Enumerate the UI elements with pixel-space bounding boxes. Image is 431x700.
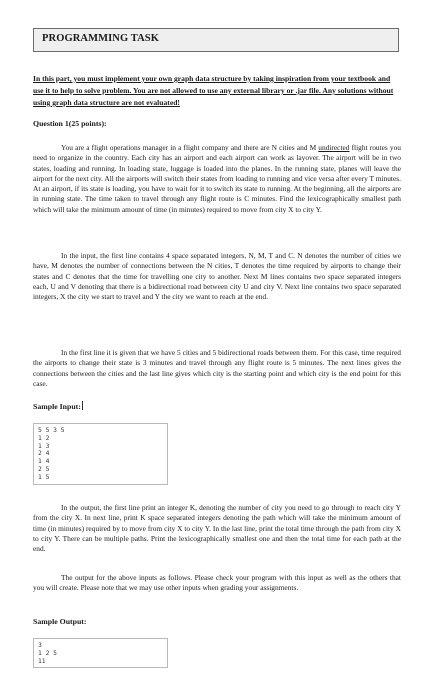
sample-output-line: 11 bbox=[38, 657, 46, 665]
sample-output-line: 1 2 5 bbox=[38, 649, 57, 657]
text-cursor bbox=[82, 401, 83, 410]
sample-output-label: Sample Output: bbox=[33, 617, 87, 626]
sample-output-line: 3 bbox=[38, 642, 42, 649]
sample-output-box bbox=[33, 638, 168, 668]
sample-input-line: 5 5 3 5 bbox=[38, 427, 65, 434]
question-heading: Question 1(25 points): bbox=[33, 119, 107, 128]
output-format-description: In the output, the first line print an integer K, denoting the number of city you need to go through to reach city Y from the city X. In next line, print K space separated integers denoting the path which will take the minimum amount of time (in minutes) required by to move from city X to city Y. In the last line, print the total time through the path from city X to city Y. There can be multiple paths. Print the lexicographically smallest one and then the total time for each path at the end. bbox=[33, 503, 401, 554]
page-title: PROGRAMMING TASK bbox=[33, 28, 399, 52]
input-format-description: In the input, the first line contains 4 space separated integers, N, M, T and C. N denotes the number of cities we have, M denotes the number of connections between the N cities, T denotes the time required by airports to change their states and C denotes that the time for travelling one city to another. Next M lines contains two space separated integers each, U and V denoting that there is a bidirectional road between city U and city V. Next line contains two space separated integers, X the city we start to travel and Y the city we want to reach at the end. bbox=[33, 251, 401, 302]
sample-input-line: 1 2 bbox=[38, 434, 50, 442]
intro-notice: In this part, you must implement your own graph data structure by taking inspiration from your textbook and use it to help to solve problem. You are not allowed to use any external library or .jar file. Any solutions without using graph data structure are not evaluated! bbox=[33, 74, 394, 107]
example-explanation: In the first line it is given that we have 5 cities and 5 bidirectional roads between them. For this case, time required the airports to change their state is 3 minutes and travel through any flight route is 5 minutes. The next lines gives the connections between the cities and the last line gives which city is the starting point and which city is the end point for this case. bbox=[33, 348, 401, 388]
sample-input-label: Sample Input: bbox=[33, 402, 81, 411]
problem-description-start: You are a flight operations manager in a flight company and there are N cities and M bbox=[61, 143, 319, 152]
sample-input-box bbox=[33, 423, 168, 485]
output-note: The output for the above inputs as follows. Please check your program with this input as well as the others that you will create. Please note that we may use other inputs when grading your assignments. bbox=[33, 573, 401, 593]
sample-input-line: 1 5 bbox=[38, 473, 50, 481]
problem-description-rest: flight routes you need to organize in the country. Each city has an airport and each airport can work as layover. The airport will be in two states, loading and running. In loading state, luggage is loaded into the planes. In the running state, planes will leave the airport for the next city. All the airports will switch their states from loading to running and vice versa after every T minutes. At an airport, if its state is loading, you have to wait for it to switch its state to running. At the beginning, all the airports are in running state. The time taken to travel through any flight route is C minutes. Find the lexicographically smallest path which will take the minimum amount of time (in minutes) required to move from city X to city Y. bbox=[33, 143, 401, 214]
sample-input-line: 1 4 bbox=[38, 458, 50, 466]
undirected-term: undirected bbox=[318, 143, 350, 152]
sample-input-line: 1 3 bbox=[38, 442, 50, 450]
problem-description bbox=[33, 143, 401, 215]
sample-input-line: 2 4 bbox=[38, 450, 50, 458]
sample-input-line: 2 5 bbox=[38, 465, 50, 473]
